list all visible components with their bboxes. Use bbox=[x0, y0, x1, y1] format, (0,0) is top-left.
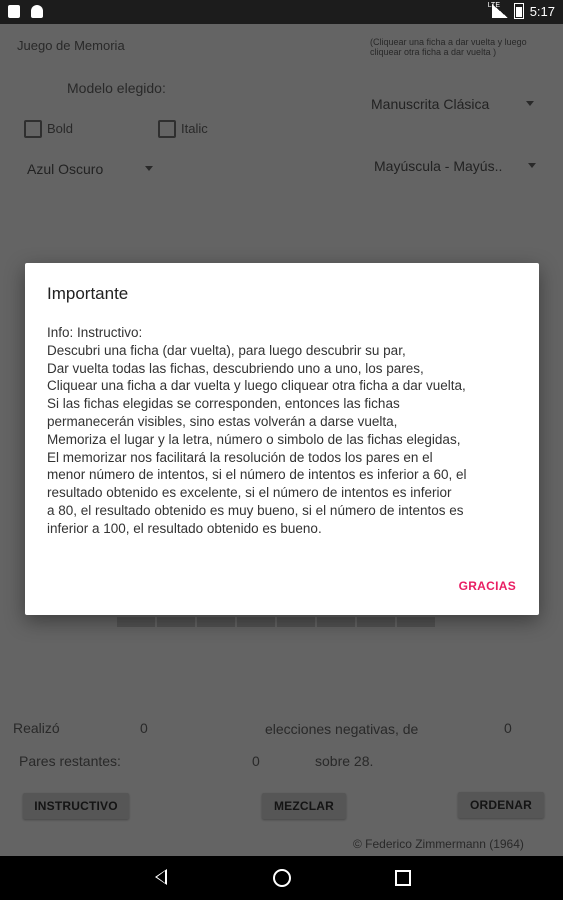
signal-tag: LTE bbox=[487, 2, 501, 9]
dialog-line: menor número de intentos, si el número de intentos es inferior a 60, el bbox=[47, 467, 467, 483]
status-bar bbox=[0, 0, 563, 24]
back-icon[interactable] bbox=[155, 869, 167, 885]
home-icon[interactable] bbox=[273, 869, 291, 887]
dialog-line: El memorizar nos facilitará la resolución de todos los pares en el bbox=[47, 449, 433, 465]
dialog-line: Info: Instructivo: bbox=[47, 325, 143, 340]
android-icon bbox=[31, 5, 43, 18]
dialog-line: inferior a 100, el resultado obtenido es bueno. bbox=[47, 520, 322, 536]
dialog-line: permanecerán visibles, sino estas volverán a darse vuelta, bbox=[47, 413, 398, 429]
dialog-line: Cliquear una ficha a dar vuelta y luego cliquear otra ficha a dar vuelta, bbox=[47, 378, 466, 394]
clock: 5:17 bbox=[529, 3, 555, 19]
dialog-line: Dar vuelta todas las fichas, descubriendo uno a uno, los pares, bbox=[47, 360, 424, 376]
dialog-line: a 80, el resultado obtenido es muy bueno, si el número de intentos es bbox=[47, 502, 464, 518]
navigation-bar bbox=[0, 856, 563, 900]
gracias-button[interactable]: GRACIAS bbox=[458, 579, 516, 593]
signal-icon bbox=[487, 2, 508, 18]
dialog-line: resultado obtenido es excelente, si el número de intentos es inferior bbox=[47, 485, 452, 501]
dialog-line: Memoriza el lugar y la letra, número o simbolo de las fichas elegidas, bbox=[47, 431, 461, 447]
dialog-line: Si las fichas elegidas se corresponden, entonces las fichas bbox=[47, 396, 400, 412]
info-dialog bbox=[25, 263, 539, 615]
dialog-line: Descubri una ficha (dar vuelta), para luego descubrir su par, bbox=[47, 342, 406, 358]
dialog-title: Importante bbox=[47, 284, 129, 303]
battery-icon bbox=[514, 3, 524, 19]
notification-icon bbox=[8, 5, 20, 18]
recent-apps-icon[interactable] bbox=[395, 870, 411, 886]
dialog-message bbox=[47, 324, 522, 538]
